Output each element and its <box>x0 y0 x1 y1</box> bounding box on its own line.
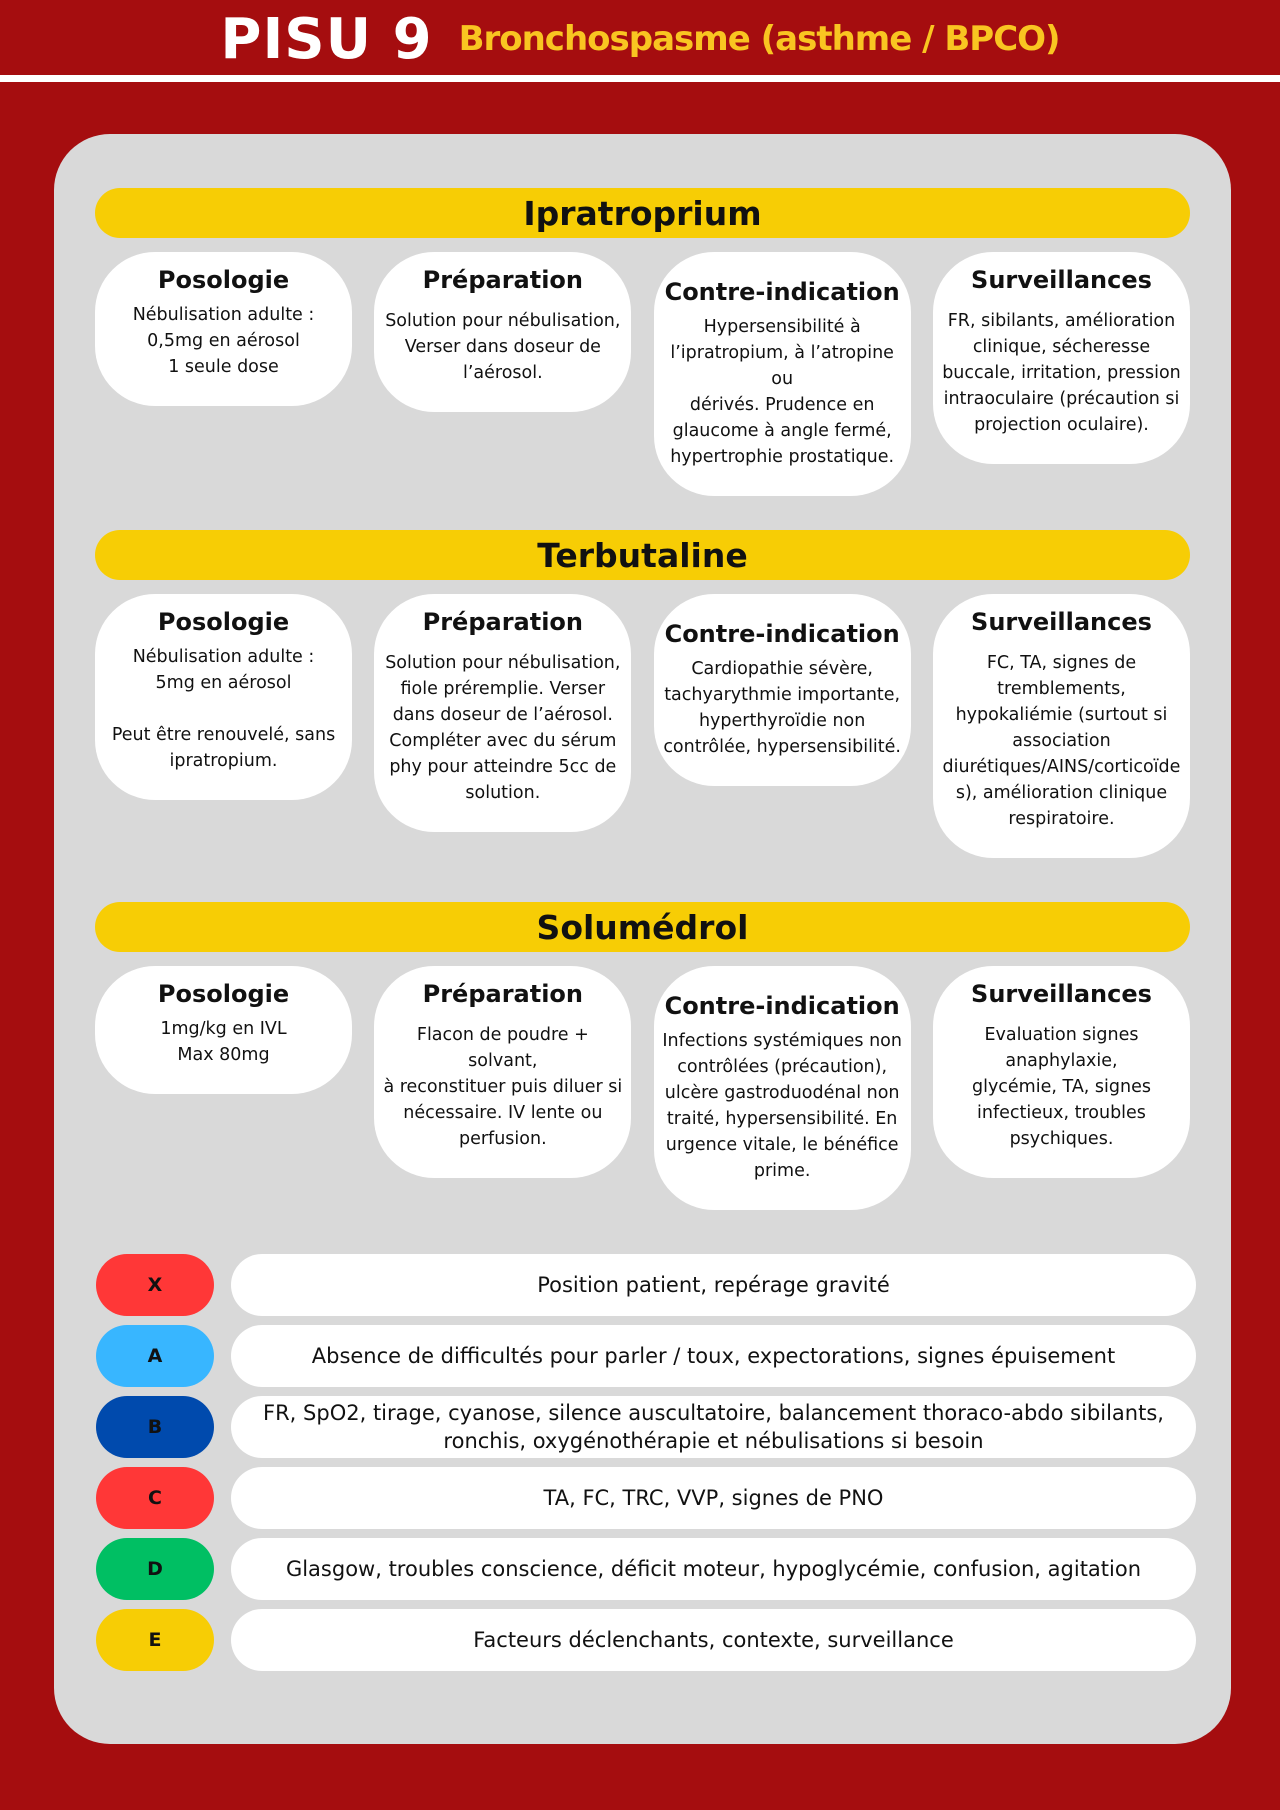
card-heading: Surveillances <box>971 266 1152 294</box>
xabcde-letter-badge: A <box>96 1325 214 1387</box>
content-panel <box>54 134 1231 1744</box>
card-body: Flacon de poudre + solvant, à reconstituer puis diluer si nécessaire. IV lente ou perfusion. <box>383 1025 623 1149</box>
drug-title: Terbutaline <box>95 530 1190 580</box>
xabcde-letter-badge: E <box>96 1609 214 1671</box>
protocol-code: PISU 9 <box>220 6 433 72</box>
card-heading: Posologie <box>157 266 290 294</box>
card-heading: Contre-indication <box>664 278 900 306</box>
drug-cards <box>95 966 1190 1210</box>
card-preparation <box>374 966 631 1178</box>
card-body: Nébulisation adulte : 5mg en aérosol Peut être renouvelé, sans ipratropium. <box>111 647 336 771</box>
card-body: Cardiopathie sévère, tachyarythmie importante, hyperthyroïdie non contrôlée, hypersensibilité. <box>663 659 901 757</box>
drug-section-terbutaline <box>95 530 1190 858</box>
card-body: Solution pour nébulisation, Verser dans doseur de l’aérosol. <box>385 311 621 383</box>
card-surveillances <box>933 966 1190 1178</box>
card-posologie <box>95 966 352 1094</box>
card-heading: Contre-indication <box>664 620 900 648</box>
xabcde-text: Absence de difficultés pour parler / toux, expectorations, signes épuisement <box>231 1325 1196 1387</box>
card-heading: Posologie <box>157 608 290 636</box>
drug-title: Solumédrol <box>95 902 1190 952</box>
card-posologie <box>95 594 352 800</box>
xabcde-text: Glasgow, troubles conscience, déficit moteur, hypoglycémie, confusion, agitation <box>231 1538 1196 1600</box>
xabcde-row-a <box>96 1325 1196 1387</box>
xabcde-row-d <box>96 1538 1196 1600</box>
drug-section-ipratropium <box>95 188 1190 496</box>
xabcde-letter-badge: C <box>96 1467 214 1529</box>
card-preparation <box>374 252 631 412</box>
xabcde-letter-badge: D <box>96 1538 214 1600</box>
card-body: Infections systémiques non contrôlées (précaution), ulcère gastroduodénal non traité, hypersensibilité. En urgence vitale, le bénéfice prime. <box>662 1031 902 1181</box>
card-contre-indication <box>654 966 911 1210</box>
card-body: FR, sibilants, amélioration clinique, sécheresse buccale, irritation, pression intraoculaire (précaution si projection oculaire). <box>942 311 1181 435</box>
card-body: Hypersensibilité à l’ipratropium, à l’atropine ou dérivés. Prudence en glaucome à angle fermé, hypertrophie prostatique. <box>670 317 895 467</box>
drug-section-solumedrol <box>95 902 1190 1210</box>
xabcde-letter-badge: X <box>96 1254 214 1316</box>
card-heading: Préparation <box>422 608 584 636</box>
card-body: FC, TA, signes de tremblements, hypokaliémie (surtout si association diurétiques/AINS/corticoïde s), amélioration clinique respiratoire. <box>942 653 1181 829</box>
xabcde-text: Position patient, repérage gravité <box>231 1254 1196 1316</box>
xabcde-row-e <box>96 1609 1196 1671</box>
card-surveillances <box>933 252 1190 464</box>
card-heading: Préparation <box>422 980 584 1008</box>
card-body: Solution pour nébulisation, fiole préremplie. Verser dans doseur de l’aérosol. Compléter avec du sérum phy pour atteindre 5cc de solution. <box>385 653 621 803</box>
xabcde-letter-badge: B <box>96 1396 214 1458</box>
card-contre-indication <box>654 594 911 786</box>
drug-title: Ipratroprium <box>95 188 1190 238</box>
xabcde-text: TA, FC, TRC, VVP, signes de PNO <box>231 1467 1196 1529</box>
xabcde-row-x <box>96 1254 1196 1316</box>
card-heading: Posologie <box>157 980 290 1008</box>
xabcde-checklist <box>96 1254 1196 1680</box>
card-heading: Préparation <box>422 266 584 294</box>
xabcde-text: Facteurs déclenchants, contexte, surveillance <box>231 1609 1196 1671</box>
card-body: Nébulisation adulte : 0,5mg en aérosol 1 seule dose <box>132 305 315 377</box>
xabcde-text: FR, SpO2, tirage, cyanose, silence auscultatoire, balancement thoraco-abdo sibilants, ronchis, oxygénothérapie et nébulisations si besoin <box>231 1396 1196 1458</box>
card-preparation <box>374 594 631 832</box>
xabcde-row-b <box>96 1396 1196 1458</box>
drug-cards <box>95 594 1190 858</box>
page-header <box>0 0 1280 78</box>
card-contre-indication <box>654 252 911 496</box>
card-surveillances <box>933 594 1190 858</box>
xabcde-row-c <box>96 1467 1196 1529</box>
card-body: Evaluation signes anaphylaxie, glycémie, TA, signes infectieux, troubles psychiques. <box>971 1025 1151 1149</box>
drug-cards <box>95 252 1190 496</box>
card-heading: Contre-indication <box>664 992 900 1020</box>
card-body: 1mg/kg en IVL Max 80mg <box>160 1019 287 1065</box>
header-divider <box>0 75 1280 82</box>
protocol-subtitle: Bronchospasme (asthme / BPCO) <box>458 19 1060 59</box>
card-posologie <box>95 252 352 406</box>
card-heading: Surveillances <box>971 980 1152 1008</box>
card-heading: Surveillances <box>971 608 1152 636</box>
